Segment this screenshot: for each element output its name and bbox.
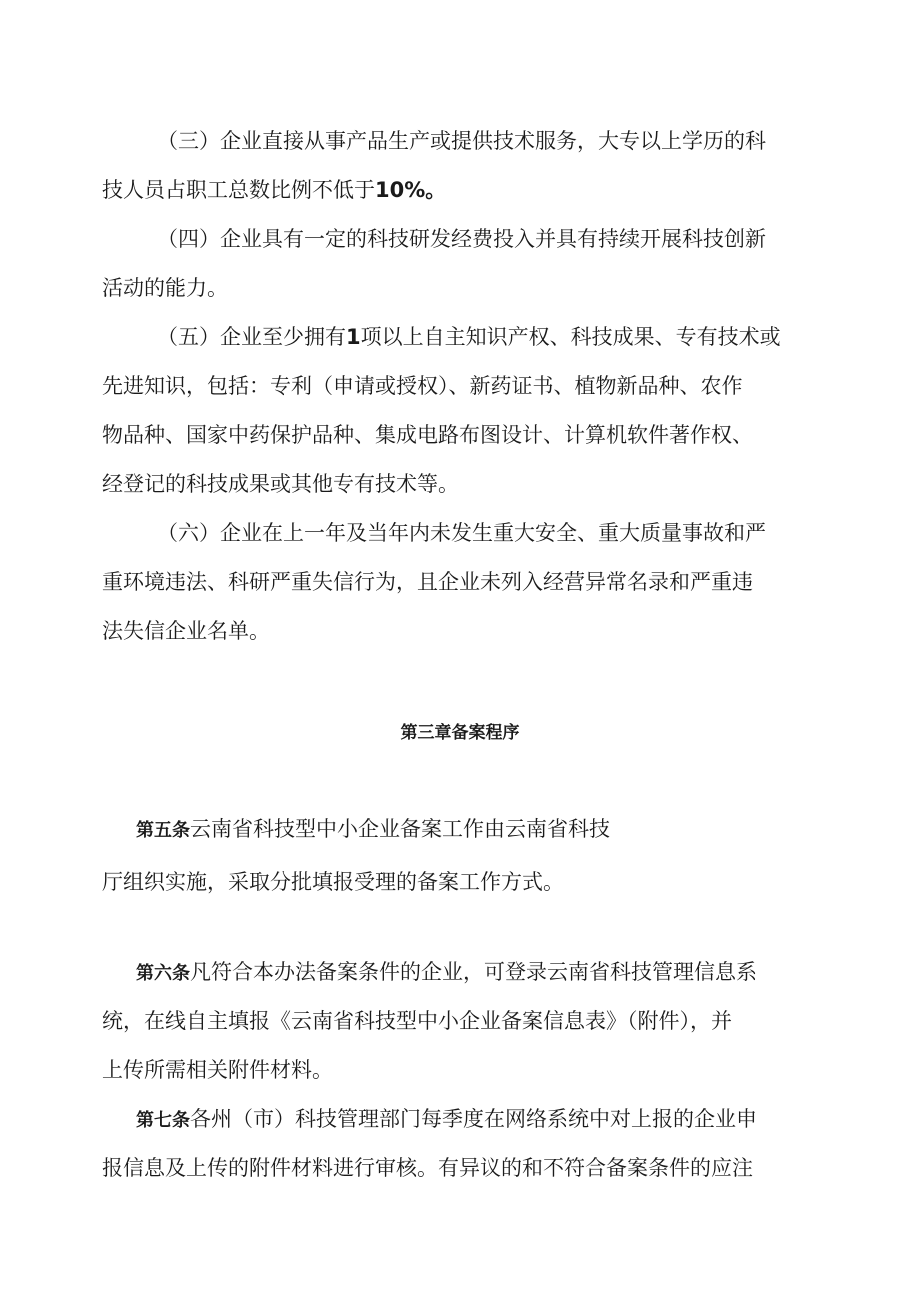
article-7-line-1 <box>136 1105 757 1135</box>
p6-line-1: （六）企业在上一年及当年内未发生重大安全、重大质量事故和严 <box>157 521 766 545</box>
article-7-line-2: 报信息及上传的附件材料进行审核。有异议的和不符合备案条件的应注 <box>102 1156 753 1180</box>
p5-line-3: 物品种、国家中药保护品种、集成电路布图设计、计算机软件著作权、 <box>102 423 753 447</box>
article-7-label: 第七条 <box>136 1110 190 1131</box>
p6-line-3: 法失信企业名单。 <box>102 619 270 643</box>
article-6-line-2: 统，在线自主填报《云南省科技型中小企业备案信息表》（附件），并 <box>102 1009 732 1033</box>
article-5-line-1 <box>136 815 610 845</box>
p4-line-1: （四）企业具有一定的科技研发经费投入并具有持续开展科技创新 <box>157 227 766 251</box>
p5-line-1 <box>157 323 781 351</box>
p5-l1-post: 项以上自主知识产权、科技成果、专有技术或 <box>360 325 781 349</box>
p4-line-2: 活动的能力。 <box>102 276 228 300</box>
p5-l1-num: 1 <box>346 325 361 349</box>
p5-line-2: 先进知识，包括：专利（申请或授权）、新药证书、植物新品种、农作 <box>102 374 743 398</box>
p3-line-2 <box>102 176 446 204</box>
article-6-label: 第六条 <box>136 963 190 984</box>
article-5-label: 第五条 <box>136 820 190 841</box>
p3-line-1: （三）企业直接从事产品生产或提供技术服务，大专以上学历的科 <box>157 129 766 153</box>
p3-text: 技人员占职工总数比例不低于 <box>102 178 375 202</box>
article-7-text-1: 各州（市）科技管理部门每季度在网络系统中对上报的企业申 <box>190 1107 757 1131</box>
article-6-text-1: 凡符合本办法备案条件的企业，可登录云南省科技管理信息系 <box>190 960 757 984</box>
chapter-heading: 第三章备案程序 <box>400 723 520 743</box>
article-6-line-3: 上传所需相关附件材料。 <box>102 1058 333 1082</box>
article-5-line-2: 厅组织实施，采取分批填报受理的备案工作方式。 <box>102 870 564 894</box>
p5-line-4: 经登记的科技成果或其他专有技术等。 <box>102 472 459 496</box>
p3-percent: 10%。 <box>375 178 447 202</box>
p6-line-2: 重环境违法、科研严重失信行为，且企业未列入经营异常名录和严重违 <box>102 570 753 594</box>
p5-l1-pre: （五）企业至少拥有 <box>157 325 346 349</box>
article-5-text-1: 云南省科技型中小企业备案工作由云南省科技 <box>190 817 610 841</box>
article-6-line-1 <box>136 958 757 988</box>
